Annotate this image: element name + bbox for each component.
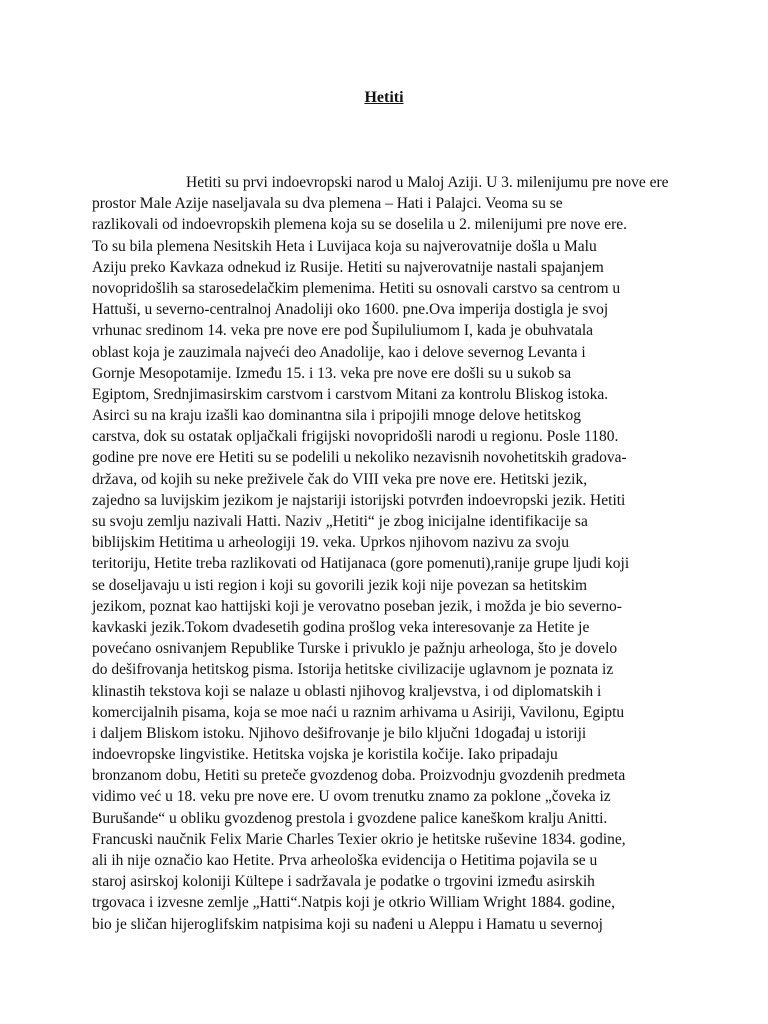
text-line: jezikom, poznat kao hattijski koji je verovatno poseban jezik, i možda je bio severno- [92, 597, 622, 615]
document-title: Hetiti [364, 89, 404, 106]
text-line: komercijalnih pisama, koja se moe naći u raznim arhivama u Asiriji, Vavilonu, Egiptu [92, 703, 625, 721]
text-line: biblijskim Hetitima u arheologiji 19. veka. Uprkos njihovom nazivu za svoju [92, 534, 569, 552]
text-line: su svoju zemlju nazivali Hatti. Naziv „Hetiti“ je zbog inicijalne identifikacije sa [92, 513, 588, 530]
text-line: trgovaca i izvesne zemlje „Hatti“.Natpis koji je otkrio William Wright 1884. godine, [92, 894, 616, 912]
text-line: bronzanom dobu, Hetiti su preteče gvozdenog doba. Proizvodnju gvozdenih predmeta [92, 767, 626, 785]
text-line: staroj asirskoj koloniji Kültepe i sadržavala je podatke o trgovini između asirskih [92, 873, 595, 891]
text-line: Burušande“ u obliku gvozdenog prestola i gvozdene palice kaneškom kralju Anitti. [92, 809, 608, 827]
text-line: Hattuši, u severno-centralnoj Anadoliji oko 1600. pne.Ova imperija dostigla je svoj [92, 301, 609, 319]
text-line: carstva, dok su ostatak opljačkali frigijski novopridošli narodi u regionu. Posle 1180. [92, 428, 619, 446]
text-line: vrhunac sredinom 14. veka pre nove ere pod Šupiluliumom I, kada je obuhvatala [92, 322, 594, 340]
text-line: ali ih nije označio kao Hetite. Prva arheološka evidencija o Hetitima pojavila se u [92, 852, 598, 869]
text-line: indoevropske lingvistike. Hetitska vojska je koristila kočije. Iako pripadaju [92, 746, 558, 764]
text-line: se doseljavaju u isti region i koji su govorili jezik koji nije povezan sa hetitskim [92, 576, 588, 594]
text-line: povećano osnivanjem Republike Turske i privuklo je pažnju arheologa, što je dovelo [92, 640, 618, 658]
text-line: bio je sličan hijeroglifskim natpisima koji su nađeni u Aleppu i Hamatu u severnoj [92, 915, 603, 933]
text-line: To su bila plemena Nesitskih Heta i Luvijaca koja su najverovatnije došla u Malu [92, 237, 597, 255]
text-line: klinastih tekstova koji se nalaze u oblasti njihovog kraljevstva, i od diplomatskih i [92, 682, 602, 700]
text-line: kavkaski jezik.Tokom dvadesetih godina prošlog veka interesovanje za Hetite je [92, 618, 590, 636]
text-line: država, od kojih su neke preživele čak do VIII veka pre nove ere. Hetitski jezik, [92, 470, 588, 488]
text-line: Asirci su na kraju izašli kao dominantna sila i pripojili mnoge delove hetitskog [92, 407, 582, 425]
text-line: Francuski naučnik Felix Marie Charles Texier okrio je hetitske ruševine 1834. godine, [92, 830, 626, 848]
text-line: vidimo već u 18. veku pre nove ere. U ovom trenutku znamo za poklone „čoveka iz [92, 788, 611, 806]
text-line: prostor Male Azije naseljavala su dva plemena – Hati i Palajci. Veoma su se [92, 195, 563, 213]
text-line: i daljem Bliskom istoku. Njihovo dešifrovanje je bilo ključni 1događaj u istoriji [92, 724, 587, 742]
text-line: zajedno sa luvijskim jezikom je najstariji istorijski potvrđen indoevropski jezik. Hetiti [92, 491, 626, 509]
text-line: teritoriju, Hetite treba razlikovati od Hatijanaca (gore pomenuti),ranije grupe ljudi koji [92, 555, 630, 573]
text-line: oblast koja je zauzimala najveći deo Anadolije, kao i delove severnog Levanta i [92, 343, 586, 361]
text-line: razlikovali od indoevropskih plemena koja su se doselila u 2. milenijumi pre nove ere. [92, 216, 628, 234]
text-line: Egiptom, Srednjimasirskim carstvom i carstvom Mitani za kontrolu Bliskog istoka. [92, 385, 609, 403]
body-paragraph [92, 172, 692, 935]
text-line: Hetiti su prvi indoevropski narod u Maloj Aziji. U 3. milenijumu pre nove ere [186, 174, 669, 191]
text-line: do dešifrovanja hetitskog pisma. Istorija hetitske civilizacije uglavnom je poznata iz [92, 661, 614, 679]
text-line: Aziju preko Kavkaza odnekud iz Rusije. Hetiti su najverovatnije nastali spajanjem [92, 258, 604, 276]
text-line: Gornje Mesopotamije. Između 15. i 13. veka pre nove ere došli su u sukob sa [92, 364, 572, 382]
text-line: godine pre nove ere Hetiti su se podelili u nekoliko nezavisnih novohetitskih gradova- [92, 449, 627, 467]
text-line: novopridošlih sa starosedelačkim plemenima. Hetiti su osnovali carstvo sa centrom u [92, 279, 621, 297]
